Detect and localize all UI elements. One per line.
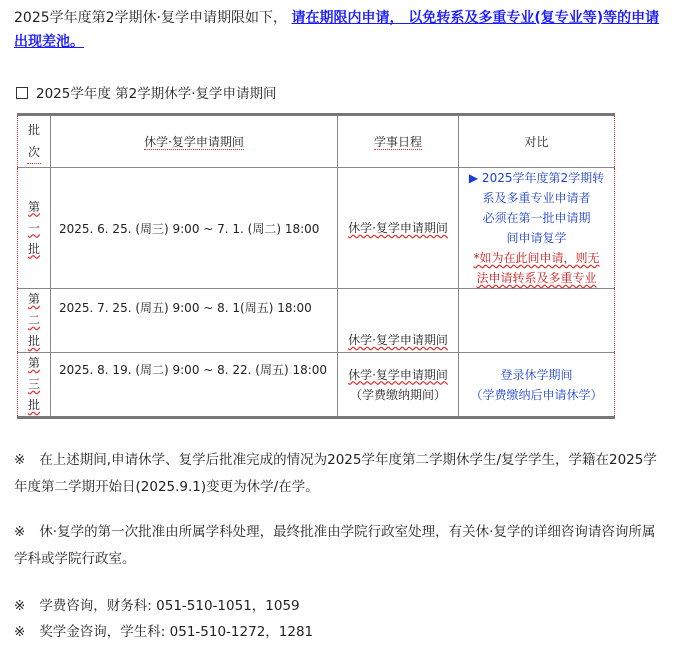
note-blue-line: 系及多重专业申请者 [482,191,591,205]
reference-mark-icon: ※ [14,524,26,540]
header-schedule-label: 学事日程 [373,135,422,149]
schedule-line: （学费缴纳期间） [349,387,446,402]
period-cell: 2025. 8. 19. (周二) 9:00 ~ 8. 22. (周五) 18:00 [51,353,338,418]
footnote-4 [14,619,664,646]
section-title-text: 2025学年度 第2学期休学·复学申请期间 [36,86,277,102]
header-batch-label: 批次 [27,119,41,164]
schedule-cell [338,168,459,289]
note-cell [459,168,615,289]
note-blue-line: 间申请复学 [506,231,567,245]
schedule-line: 休学·复学申请期间 [348,333,448,347]
intro-paragraph [14,6,664,54]
note-blue-line: 登录休学期间 [500,367,573,382]
section-title [16,82,277,102]
checkbox-square-icon [16,87,28,99]
footnote-text: 学费咨询，财务科: 051-510-1051，1059 [39,598,300,614]
footnote-text: 休·复学的第一次批准由所属学科处理，最终批准由学院行政室处理，有关休·复学的详细咨询请咨询所属学科或学院行政室。 [14,524,656,567]
note-cell [459,353,615,418]
note-blue-line: （学费缴纳后申请休学） [470,387,603,402]
intro-highlight-text: 请在期限内申请， 以免转系及多重专业(复专业等)等的申请出现差池。 [14,10,660,50]
batch-cell [18,168,51,289]
note-blue-line: 必须在第一批申请期 [482,211,591,225]
note-cell [459,289,615,353]
batch-label: 第一批 [27,199,40,256]
reference-mark-icon: ※ [14,452,26,468]
table-row [18,353,615,418]
batch-label: 第三批 [27,356,40,412]
footnote-text: 在上述期间,申请休学、复学后批准完成的情况为2025学年度第二学期休学生/复学学生，学籍在2025学年度第二学期开始日(2025.9.1)变更为休学/在学。 [14,452,657,495]
header-period-label: 休学·复学申请期间 [144,135,244,149]
footnote-3 [14,593,664,620]
period-cell: 2025. 6. 25. (周三) 9:00 ~ 7. 1. (周二) 18:00 [51,168,338,289]
table-row [18,289,615,353]
table-row [18,168,615,289]
header-note [459,115,615,168]
batch-cell [18,289,51,353]
batch-label: 第二批 [27,292,40,348]
schedule-cell [338,353,459,418]
reference-mark-icon: ※ [14,598,26,614]
schedule-line: 休学·复学申请期间 [348,367,448,382]
schedule-cell [338,289,459,353]
period-cell: 2025. 7. 25. (周五) 9:00 ~ 8. 1(周五) 18:00 [51,289,338,353]
table-header-row [18,115,615,168]
footnote-text: 奖学金咨询，学生科: 051-510-1272，1281 [39,624,314,640]
header-period [51,115,338,168]
footnote-2 [14,519,664,573]
batch-cell [18,353,51,418]
intro-text: 2025学年度第2学期休·复学申请期限如下， [14,10,287,26]
note-red-line: 法申请转系及多重专业 [476,271,597,285]
schedule-table [17,113,615,419]
header-note-label: 对比 [524,135,549,149]
reference-mark-icon: ※ [14,624,26,640]
note-red-line: *如为在此间申请，则无 [473,251,600,265]
header-schedule [338,115,459,168]
header-batch [18,115,51,168]
footnote-1 [14,447,664,501]
schedule-line: 休学·复学申请期间 [348,221,448,235]
note-blue-line: ▶ 2025学年度第2学期转 [468,171,605,185]
